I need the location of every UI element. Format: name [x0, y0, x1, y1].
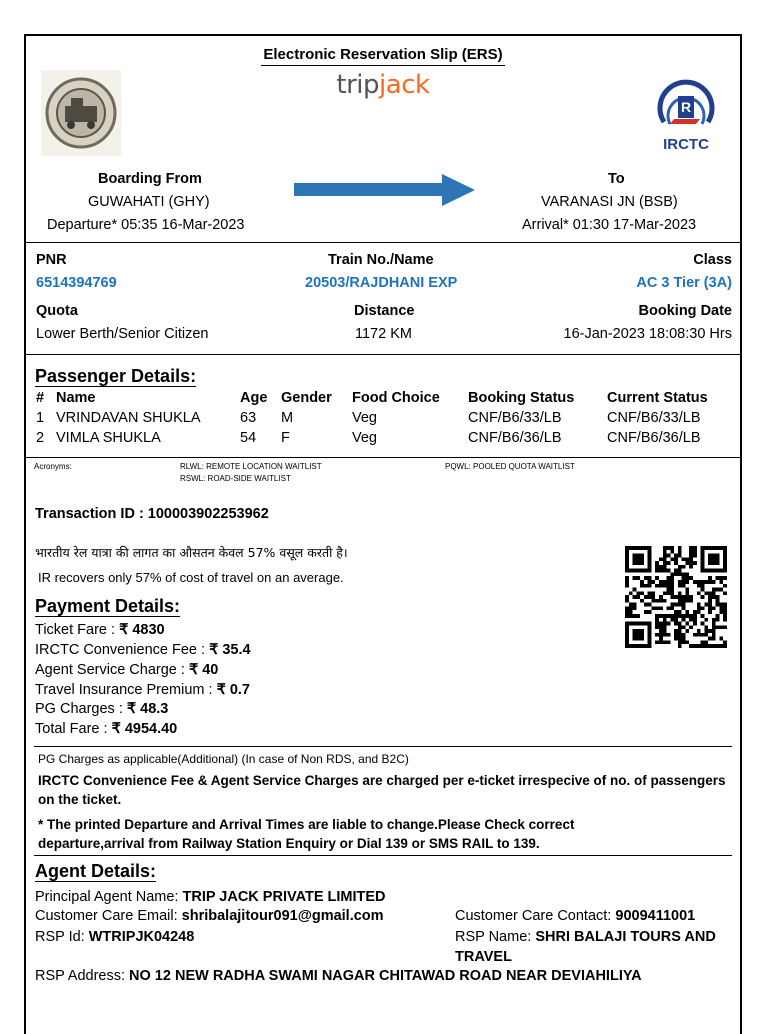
cell-current-status: CNF/B6/33/LB	[607, 410, 701, 426]
col-current-status: Current Status	[607, 390, 708, 406]
cell-food: Veg	[352, 410, 377, 426]
col-food: Food Choice	[352, 390, 440, 406]
payment-ticket-fare: Ticket Fare : ₹ 4830	[35, 622, 165, 638]
cell-index: 2	[36, 430, 45, 446]
qr-code-icon	[622, 546, 730, 648]
passenger-details-heading: Passenger Details:	[35, 366, 197, 386]
divider	[34, 746, 732, 747]
agent-details-heading: Agent Details:	[35, 861, 157, 881]
cell-gender: M	[281, 410, 294, 426]
class-value: AC 3 Tier (3A)	[636, 275, 732, 291]
payment-total-fare: Total Fare : ₹ 4954.40	[35, 721, 178, 737]
departure-time: Departure* 05:35 16-Mar-2023	[47, 217, 245, 233]
train-label: Train No./Name	[328, 252, 434, 268]
acronym-rlwl: RLWL: REMOTE LOCATION WAITLIST	[180, 462, 322, 471]
quota-value: Lower Berth/Senior Citizen	[36, 326, 209, 342]
cost-recovery-note: IR recovers only 57% of cost of travel on an average.	[38, 570, 344, 585]
divider	[26, 354, 740, 355]
customer-care-contact: Customer Care Contact: 9009411001	[455, 908, 696, 924]
payment-convenience-fee: IRCTC Convenience Fee : ₹ 35.4	[35, 642, 251, 658]
pnr-value: 6514394769	[36, 275, 117, 291]
journey-arrow-icon	[294, 173, 476, 207]
acronym-pqwl: PQWL: POOLED QUOTA WAITLIST	[445, 462, 575, 471]
distance-label: Distance	[354, 303, 415, 319]
passenger-table-header	[36, 390, 708, 410]
boarding-station: GUWAHATI (GHY)	[88, 194, 210, 210]
booking-date-label: Booking Date	[638, 303, 732, 319]
cell-name: VIMLA SHUKLA	[56, 430, 161, 446]
col-booking-status: Booking Status	[468, 390, 575, 406]
arrival-time: Arrival* 01:30 17-Mar-2023	[522, 217, 697, 233]
cell-index: 1	[36, 410, 45, 426]
col-index: #	[36, 390, 45, 406]
col-name: Name	[56, 390, 96, 406]
booking-date-value: 16-Jan-2023 18:08:30 Hrs	[563, 326, 732, 342]
train-value: 20503/RAJDHANI EXP	[305, 275, 458, 291]
hindi-cost-note: भारतीय रेल यात्रा की लागत का औसतन केवल 57% वसूल करती है।	[35, 545, 348, 560]
ers-document	[24, 34, 742, 1034]
to-label: To	[608, 171, 625, 187]
rsp-address: RSP Address: NO 12 NEW RADHA SWAMI NAGAR CHITAWAD ROAD NEAR DEVIAHILIYA	[35, 968, 642, 984]
timing-disclaimer: * The printed Departure and Arrival Times are liable to change.Please Check correct departure,arrival from Railway Station Enquiry or Dial 139 or SMS RAIL to 139.	[38, 817, 575, 851]
rsp-name-continued: TRAVEL	[455, 949, 512, 965]
cell-booking-status: CNF/B6/36/LB	[468, 430, 562, 446]
tripjack-logo: tripjack	[336, 70, 430, 100]
divider	[34, 855, 732, 856]
payment-insurance: Travel Insurance Premium : ₹ 0.7	[35, 682, 250, 698]
quota-label: Quota	[36, 303, 78, 319]
divider	[26, 242, 740, 243]
transaction-id: Transaction ID : 100003902253962	[35, 506, 269, 522]
acronym-rswl: RSWL: ROAD-SIDE WAITLIST	[180, 474, 291, 483]
convenience-fee-note: IRCTC Convenience Fee & Agent Service Charges are charged per e-ticket irrespecive of no. of passengers on the ticket.	[38, 773, 726, 807]
cell-age: 63	[240, 410, 257, 426]
acronyms-label: Acronyms:	[34, 462, 72, 471]
cell-current-status: CNF/B6/36/LB	[607, 430, 701, 446]
payment-details-heading: Payment Details:	[35, 596, 181, 616]
payment-agent-service-charge: Agent Service Charge : ₹ 40	[35, 662, 219, 678]
rsp-id: RSP Id: WTRIPJK04248	[35, 929, 195, 945]
table-row	[36, 430, 708, 450]
destination-station: VARANASI JN (BSB)	[541, 194, 678, 210]
cell-booking-status: CNF/B6/33/LB	[468, 410, 562, 426]
distance-value: 1172 KM	[355, 326, 412, 342]
cell-name: VRINDAVAN SHUKLA	[56, 410, 201, 426]
irctc-logo-icon	[646, 74, 726, 160]
class-label: Class	[693, 252, 732, 268]
pnr-label: PNR	[36, 252, 67, 268]
cell-age: 54	[240, 430, 257, 446]
cell-gender: F	[281, 430, 290, 446]
rsp-name: RSP Name: SHRI BALAJI TOURS AND	[455, 929, 716, 945]
payment-pg-charges: PG Charges : ₹ 48.3	[35, 701, 169, 717]
indian-railways-emblem-icon	[41, 70, 121, 156]
passenger-table	[36, 390, 708, 450]
divider	[26, 457, 740, 458]
col-gender: Gender	[281, 390, 332, 406]
principal-agent: Principal Agent Name: TRIP JACK PRIVATE LIMITED	[35, 889, 386, 905]
pg-charges-note: PG Charges as applicable(Additional) (In case of Non RDS, and B2C)	[38, 752, 409, 766]
cell-food: Veg	[352, 430, 377, 446]
table-row	[36, 410, 708, 430]
irctc-logo-text: IRCTC	[663, 136, 709, 153]
svg-text:R: R	[680, 99, 692, 115]
document-title: Electronic Reservation Slip (ERS)	[26, 46, 740, 63]
col-age: Age	[240, 390, 268, 406]
boarding-from-label: Boarding From	[98, 171, 202, 187]
customer-care-email: Customer Care Email: shribalajitour091@gmail.com	[35, 908, 384, 924]
